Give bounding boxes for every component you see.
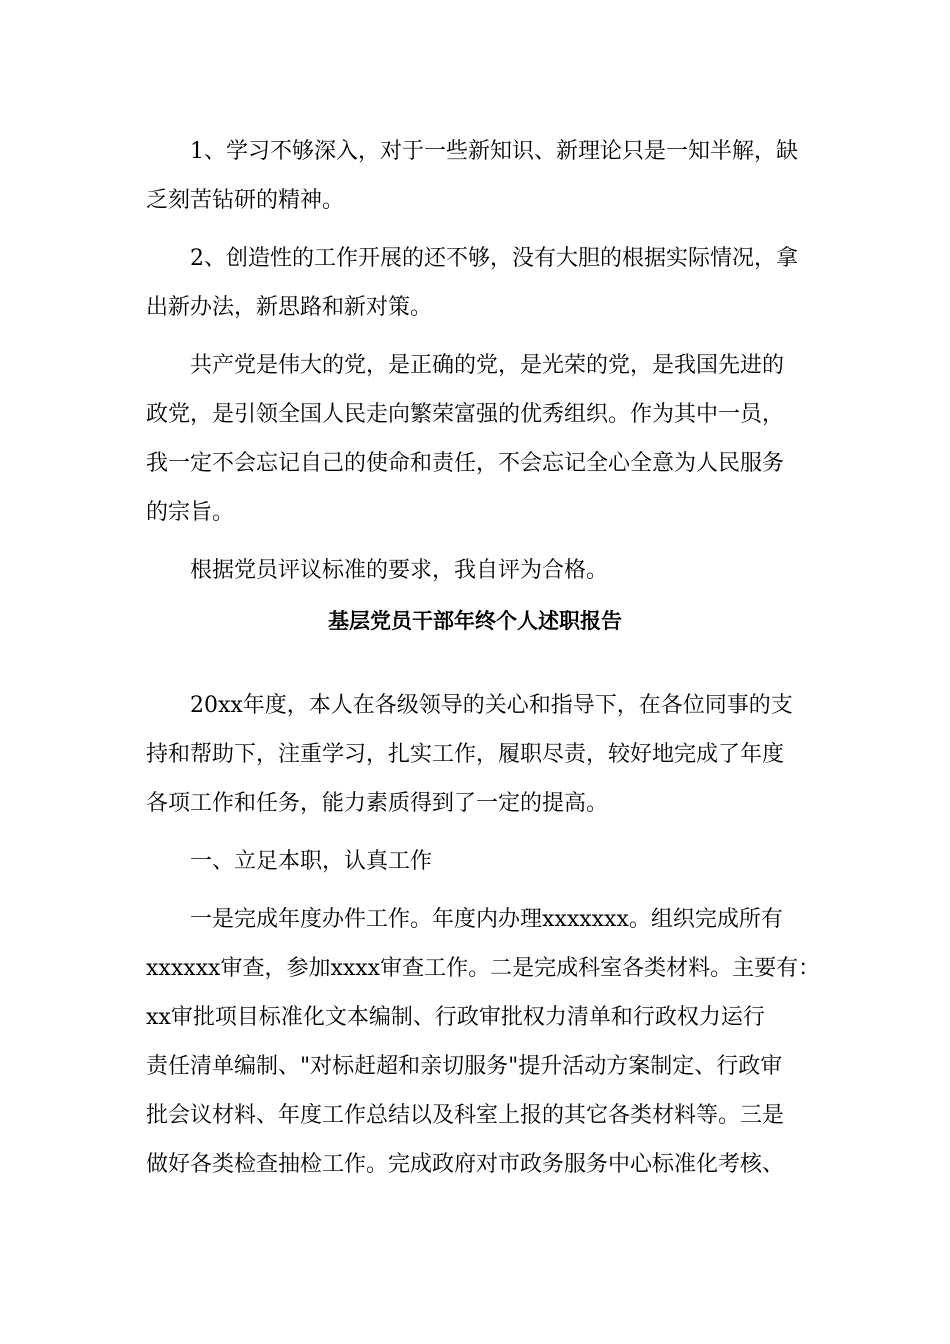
section-heading: 一、立足本职，认真工作 — [190, 849, 433, 874]
paragraph-line: 持和帮助下，注重学习，扎实工作，履职尽责，较好地完成了年度 — [146, 742, 785, 767]
paragraph-line: 1、学习不够深入，对于一些新知识、新理论只是一知半解，缺 — [190, 139, 798, 164]
paragraph-line: 政党，是引领全国人民走向繁荣富强的优秀组织。作为其中一员， — [146, 402, 785, 427]
document-title: 基层党员干部年终个人述职报告 — [328, 608, 622, 633]
paragraph-line: 根据党员评议标准的要求，我自评为合格。 — [190, 558, 609, 583]
paragraph-line: xxxxxx审查，参加xxxx审查工作。二是完成科室各类材料。主要有： — [146, 956, 821, 981]
paragraph-line: 批会议材料、年度工作总结以及科室上报的其它各类材料等。三是 — [146, 1103, 785, 1128]
paragraph-line: xx审批项目标准化文本编制、行政审批权力清单和行政权力运行 — [146, 1005, 765, 1030]
paragraph-line: 共产党是伟大的党，是正确的党，是光荣的党，是我国先进的 — [190, 353, 785, 378]
paragraph-line: 20xx年度，本人在各级领导的关心和指导下，在各位同事的支 — [190, 693, 793, 718]
paragraph-line: 我一定不会忘记自己的使命和责任，不会忘记全心全意为人民服务 — [146, 451, 785, 476]
paragraph-line: 责任清单编制、"对标赶超和亲切服务"提升活动方案制定、行政审 — [146, 1054, 783, 1079]
paragraph-line: 的宗旨。 — [146, 500, 235, 525]
paragraph-line: 出新办法，新思路和新对策。 — [146, 295, 433, 320]
paragraph-line: 乏刻苦钻研的精神。 — [146, 188, 345, 213]
paragraph-line: 做好各类检查抽检工作。完成政府对市政务服务中心标准化考核、 — [146, 1152, 785, 1177]
paragraph-line: 各项工作和任务，能力素质得到了一定的提高。 — [146, 791, 609, 816]
paragraph-line: 2、创造性的工作开展的还不够，没有大胆的根据实际情况，拿 — [190, 246, 798, 271]
paragraph-line: 一是完成年度办件工作。年度内办理xxxxxxx。组织完成所有 — [190, 907, 783, 932]
